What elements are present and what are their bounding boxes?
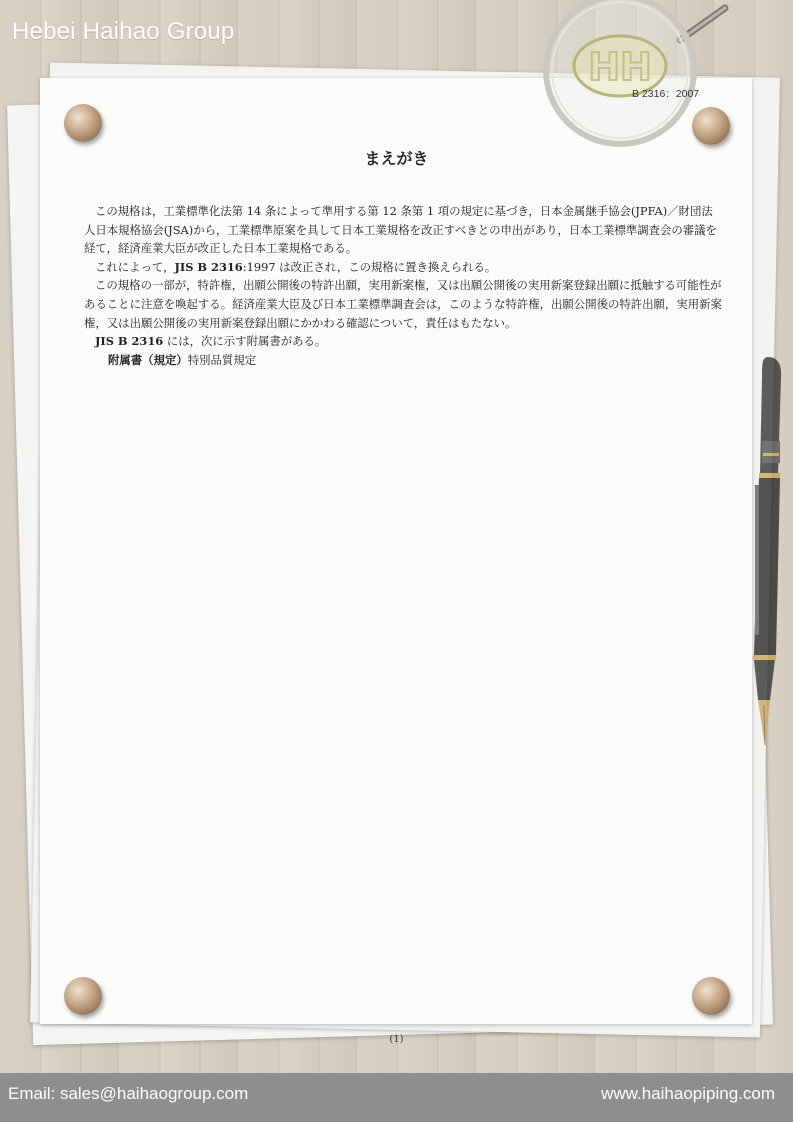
- paragraph-3: この規格の一部が，特許権，出願公開後の特許出願，実用新案権，又は出願公開後の実用新案登録出願に抵触する可能性があることに注意を喚起する。経済産業大臣及び日本工業標準調査会は，このような特許権，出願公開後の特許出願，実用新案権，又は出願公開後の実用新案登録出願にかかわる確認について，責任はもたない。: [84, 278, 722, 330]
- pin-icon: [64, 104, 102, 142]
- standard-reference: JIS B 2316: [95, 334, 164, 349]
- document-body: [84, 202, 724, 369]
- page-number: (1): [389, 1034, 404, 1045]
- annex-label: 附属書（規定）: [108, 352, 188, 367]
- paragraph-4-tail: には，次に示す附属書がある。: [163, 334, 327, 349]
- document-code: B 2316：2007: [632, 88, 700, 100]
- footer-email: Email: sales@haihaogroup.com: [8, 1084, 249, 1103]
- paragraph-4: [84, 332, 724, 351]
- fountain-pen-icon: [738, 355, 790, 750]
- pin-icon: [64, 977, 102, 1015]
- annex-line: [84, 351, 724, 370]
- pin-icon: [692, 107, 730, 145]
- paragraph-1: この規格は，工業標準化法第 14 条によって準用する第 12 条第 1 項の規定に基づき，日本金属継手協会(JPFA)／財団法人日本規格協会(JSA)から，工業標準原案を具して日本工業規格を改正すべきとの申出があり，日本工業標準調査会の審議を経て，経済産業大臣が改正した日本工業規格である。: [84, 204, 717, 256]
- standard-reference: JIS B 2316: [174, 259, 243, 274]
- page-title: まえがき: [364, 149, 429, 168]
- paragraph-2-lead: これによって，: [95, 259, 175, 274]
- brand-name: Hebei Haihao Group: [12, 18, 235, 45]
- logo-text: HH: [588, 45, 652, 89]
- footer-website: www.haihaopiping.com: [601, 1084, 775, 1103]
- annex-title: 特別品質規定: [187, 352, 257, 367]
- paragraph-2-tail: :1997 は改正され，この規格に置き換えられる。: [242, 259, 497, 274]
- paragraph-2: [84, 258, 724, 277]
- footer-bar: [0, 1073, 793, 1122]
- pin-icon: [692, 977, 730, 1015]
